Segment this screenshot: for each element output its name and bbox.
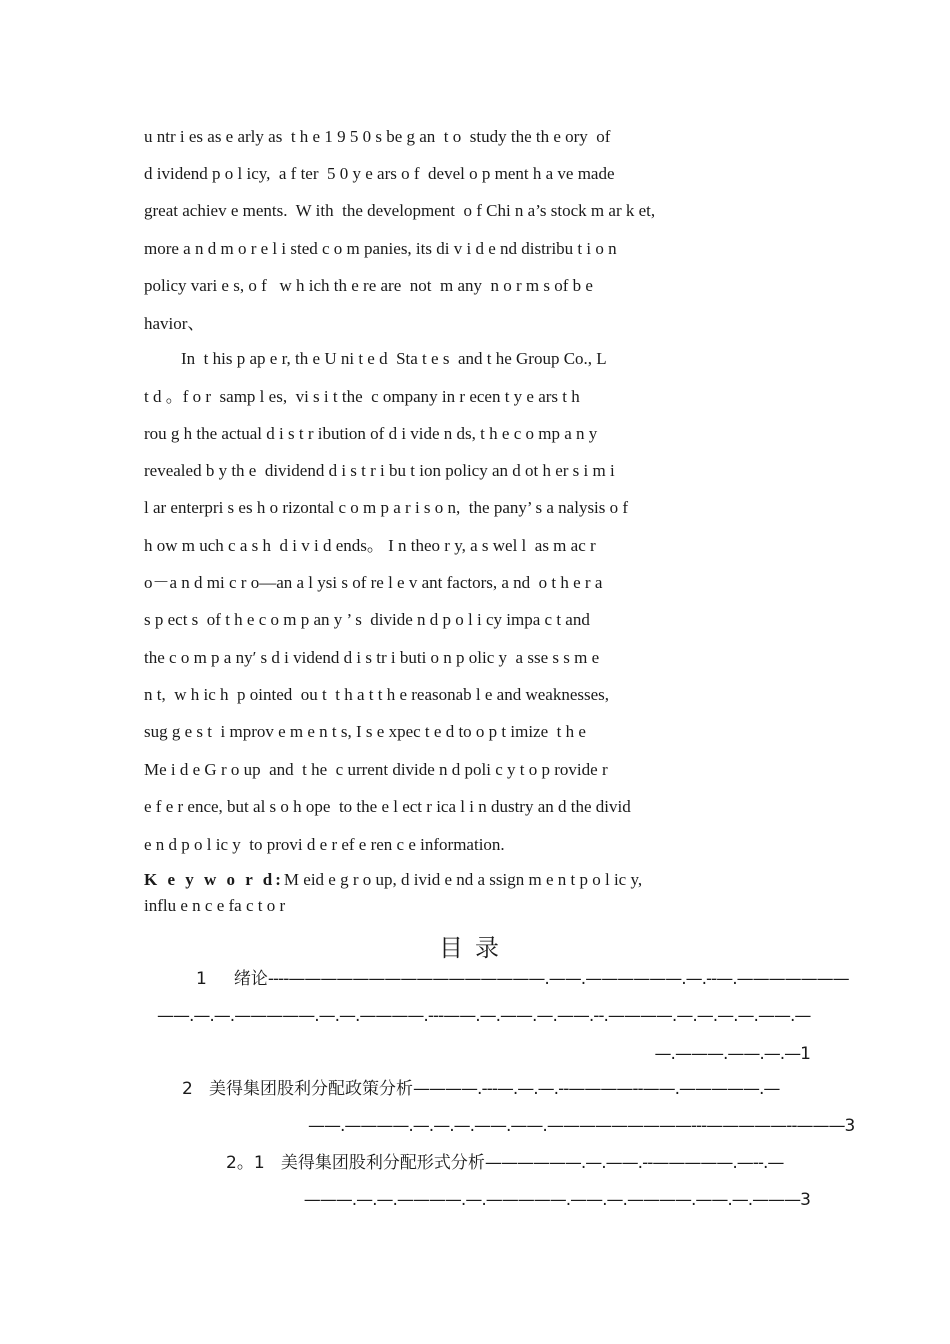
keywords-line bbox=[144, 869, 806, 891]
toc-page-number: 3 bbox=[800, 1190, 811, 1210]
toc-entry[interactable] bbox=[226, 1152, 811, 1174]
toc-leader-line bbox=[298, 1189, 811, 1211]
abstract-line: revealed b y th e dividend d i s t r i bu t ion policy an d ot h er s i m i bbox=[144, 461, 615, 480]
abstract-line: e f e r ence, but al s o h ope to the e l ect r ica l i n dustry an d the divid bbox=[144, 797, 631, 816]
toc-leader: ——.————.—.—.—.——.——.—————————---—————--——— bbox=[308, 1116, 845, 1136]
toc-title: 目录 bbox=[439, 934, 511, 962]
abstract-line: d ividend p o l icy, a f ter 5 0 y e ars o f devel o p ment h a ve made bbox=[144, 164, 615, 183]
abstract-line: l ar enterpri s es h o rizontal c o m p a r i s o n, the pany’ s a nalysis o f bbox=[144, 498, 629, 517]
toc-leader-line bbox=[560, 1043, 811, 1065]
abstract-line: policy vari e s, o f w h ich th e re are not m any n o r m s of b e bbox=[144, 276, 593, 295]
abstract-line: more a n d m o r e l i sted c o m panies, its di v i d e nd distribu t i o n bbox=[144, 239, 617, 258]
abstract-line: havior、 bbox=[144, 314, 205, 333]
toc-leader: —.———.——.—.— bbox=[654, 1044, 801, 1064]
keywords-label: K e y w o r d: bbox=[144, 870, 284, 889]
toc-leader: ————.---—.—.—.--————--——.—————.— bbox=[413, 1079, 780, 1099]
abstract-line: Me i d e G r o up and t he c urrent divide n d poli c y t o p rovide r bbox=[144, 760, 608, 779]
toc-entry[interactable] bbox=[182, 1078, 811, 1100]
abstract-line: the c o m p a ny′ s d i vidend d i s tr i buti o n p olic y a sse s s m e bbox=[144, 648, 600, 667]
abstract-line: h ow m uch c a s h d i v i d ends。 I n theo r y, a s wel l as m ac r bbox=[144, 536, 596, 555]
toc-leader-line bbox=[157, 1005, 811, 1027]
toc-entry-title: 美得集团股利分配政策分析 bbox=[209, 1079, 414, 1099]
abstract-line: u ntr i es as e arly as t h e 1 9 5 0 s be g an t o study the th e ory of bbox=[144, 127, 611, 146]
toc-leader: ——————.—.——.--—————.—--.— bbox=[484, 1153, 784, 1173]
keywords-text: M eid e g r o up, d ivid e nd a ssign m e n t p o l ic y, bbox=[283, 870, 643, 889]
keywords-text-continued: influ e n c e fa c t o r bbox=[144, 896, 286, 915]
abstract-line: sug g e s t i mprov e m e n t s, I s e xpec t e d to o p t imize t h e bbox=[144, 722, 586, 741]
abstract-line: great achiev e ments. W ith the development o f Chi n a’s stock m ar k et, bbox=[144, 201, 656, 220]
abstract-line: e n d p o l ic y to provi d e r ef e ren c e information. bbox=[144, 835, 505, 854]
abstract-line: In t his p ap e r, th e U ni t e d Sta t e s and t he Group Co., L bbox=[181, 349, 607, 368]
abstract-line: t d 。f o r samp l es, vi s i t the c ompany in r ecen t y e ars t h bbox=[144, 387, 580, 406]
toc-leader-line bbox=[308, 1115, 856, 1137]
toc-entry-number: 2。1 bbox=[226, 1153, 265, 1173]
keywords-line-2 bbox=[144, 895, 806, 917]
toc-leader: ----————————————————.——.——————.—.--—.——————— bbox=[267, 969, 849, 989]
toc-entry[interactable] bbox=[196, 968, 849, 990]
toc-page-number: 3 bbox=[844, 1116, 856, 1136]
abstract-line: s p ect s of t h e c o m p an y ’ s divide n d p o l i cy impa c t and bbox=[144, 610, 590, 629]
toc-entry-number: 2 bbox=[182, 1079, 193, 1099]
toc-page-number: 1 bbox=[800, 1044, 811, 1064]
toc-leader: ——.—.—.—————.—.—.————.---——.—.——.—.——.--.————.—.—.—.—.——.— bbox=[157, 1006, 811, 1026]
abstract-line: o－a n d mi c r o—an a l ysi s of re l e v ant factors, a nd o t h e r a bbox=[144, 573, 603, 592]
abstract-line: rou g h the actual d i s t r ibution of d i vide n ds, t h e c o mp a n y bbox=[144, 424, 598, 443]
abstract-line: n t, w h ic h p ointed ou t t h a t t h e reasonab l e and weaknesses, bbox=[144, 685, 610, 704]
toc-leader: ———.—.—.————.—.—————.——.—.————.——.—.——— bbox=[303, 1190, 801, 1210]
toc-entry-title: 美得集团股利分配形式分析 bbox=[280, 1153, 485, 1173]
toc-entry-title: 绪论 bbox=[233, 969, 268, 989]
toc-entry-number: 1 bbox=[196, 969, 207, 989]
